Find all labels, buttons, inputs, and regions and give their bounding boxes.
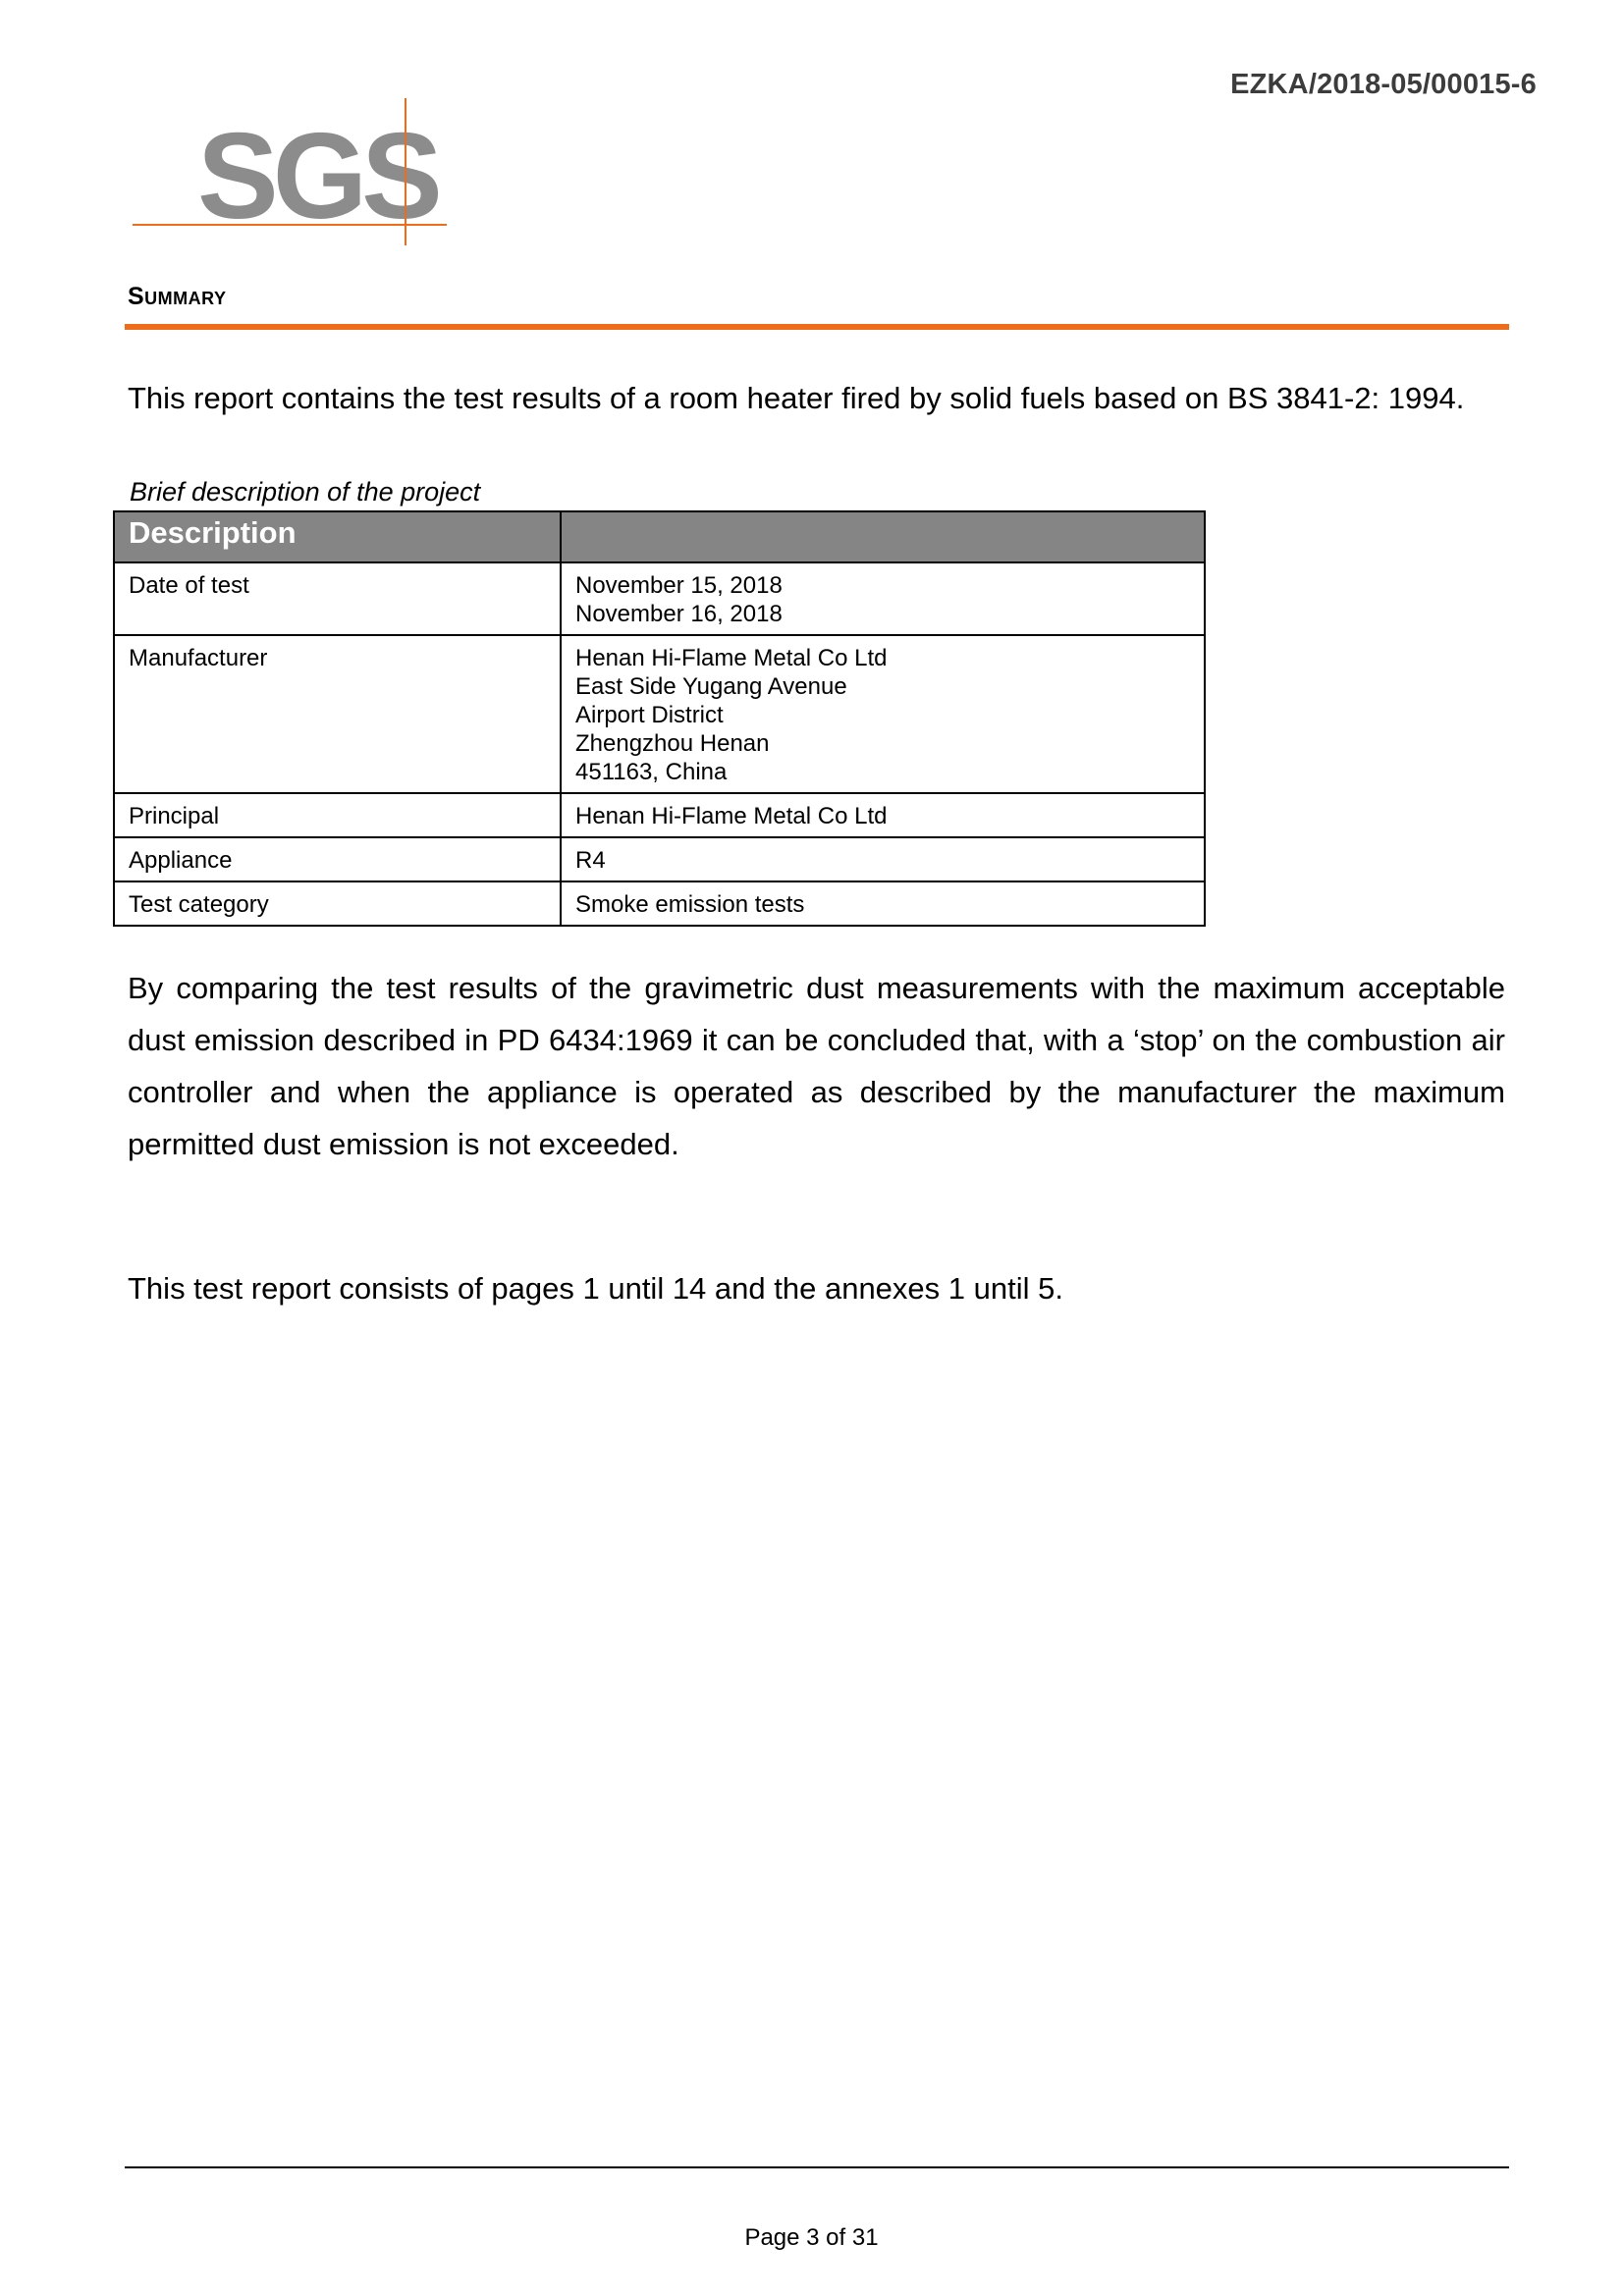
row-label: Date of test: [114, 562, 561, 635]
section-heading-summary: Summary: [128, 283, 227, 310]
table-row: [114, 635, 1205, 793]
closing-paragraph: This test report consists of pages 1 until 14 and the annexes 1 until 5.: [128, 1271, 1063, 1306]
conclusion-paragraph: By comparing the test results of the gravimetric dust measurements with the maximum acceptable dust emission described in PD 6434:1969 it can be concluded that, with a ‘stop’ on the combustion air controller and when the appliance is operated as described by the manufacturer the maximum permitted dust emission is not exceeded.: [128, 971, 1505, 1161]
row-label: Test category: [114, 881, 561, 926]
row-label: Manufacturer: [114, 635, 561, 793]
table-row: [114, 837, 1205, 881]
table-caption: Brief description of the project: [130, 477, 481, 507]
table-row: [114, 793, 1205, 837]
footer-rule: [125, 2166, 1509, 2168]
table-header-label: Description: [114, 511, 561, 562]
row-value: R4: [561, 837, 1205, 881]
svg-text:SGS: SGS: [197, 109, 437, 244]
row-value: November 15, 2018 November 16, 2018: [561, 562, 1205, 635]
row-value: Smoke emission tests: [561, 881, 1205, 926]
table-row: [114, 881, 1205, 926]
document-reference: EZKA/2018-05/00015-6: [1230, 69, 1537, 100]
intro-paragraph: This report contains the test results of a room heater fired by solid fuels based on BS 3841-2: 1994.: [128, 381, 1465, 415]
table-row: [114, 562, 1205, 635]
sgs-logo: [131, 96, 455, 249]
row-label: Principal: [114, 793, 561, 837]
table-header-value: [561, 511, 1205, 562]
project-description-table: [113, 510, 1206, 927]
row-value: Henan Hi-Flame Metal Co Ltd: [561, 793, 1205, 837]
row-label: Appliance: [114, 837, 561, 881]
row-value: Henan Hi-Flame Metal Co Ltd East Side Yugang Avenue Airport District Zhengzhou Henan 451163, China: [561, 635, 1205, 793]
table-header-row: [114, 511, 1205, 562]
heading-rule: [125, 324, 1509, 330]
page-number: Page 3 of 31: [744, 2224, 879, 2251]
